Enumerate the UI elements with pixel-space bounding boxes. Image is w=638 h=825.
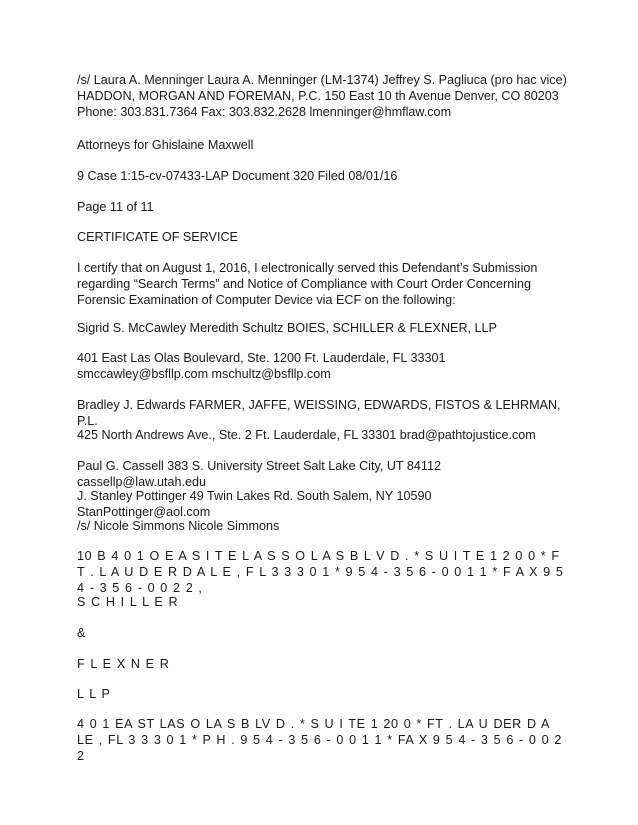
- certification-statement: I certify that on August 1, 2016, I electronically served this Defendant’s Submission regarding “Search Terms” and Notice of Compliance with Court Order Concerning Forensic Examination of Computer Device via ECF on the following:: [77, 261, 538, 307]
- letterhead-footer-2: 4 0 1 EA ST LAS O LA S B LV D . * S U I TE 1 20 0 * FT . LA U DER D A LE , FL 3 3 3 0 1 * P H . 9 5 4 - 3 5 6 - 0 0 1 1 * FA X 9 5 4 - 3 5 6 - 0 0 2 2: [77, 717, 562, 763]
- case-header: 9 Case 1:15-cv-07433-LAP Document 320 Filed 08/01/16: [77, 169, 398, 183]
- letterhead-llp: L L P: [77, 687, 111, 701]
- service-recipient-pottinger: J. Stanley Pottinger 49 Twin Lakes Rd. South Salem, NY 10590 StanPottinger@aol.com: [77, 489, 432, 519]
- service-recipient-edwards: Bradley J. Edwards FARMER, JAFFE, WEISSING, EDWARDS, FISTOS & LEHRMAN, P.L.: [77, 398, 561, 428]
- certificate-heading: CERTIFICATE OF SERVICE: [77, 230, 238, 244]
- letterhead-flexner: F L E X N E R: [77, 657, 170, 671]
- service-recipient-mccawley-schultz: Sigrid S. McCawley Meredith Schultz BOIES, SCHILLER & FLEXNER, LLP: [77, 321, 497, 335]
- letterhead-ampersand: &: [77, 626, 86, 640]
- service-address-bsf: 401 East Las Olas Boulevard, Ste. 1200 Ft. Lauderdale, FL 33301 smccawley@bsfllp.com mschultz@bsfllp.com: [77, 351, 446, 381]
- attorneys-for-line: Attorneys for Ghislaine Maxwell: [77, 138, 254, 152]
- service-recipient-cassell: Paul G. Cassell 383 S. University Street Salt Lake City, UT 84112 cassellp@law.utah.edu: [77, 459, 441, 489]
- letterhead-schiller: S C H I L L E R: [77, 595, 179, 609]
- page-number: Page 11 of 11: [77, 200, 154, 214]
- letterhead-footer-1: 10 B 4 0 1 O E A S I T E L A S S O L A S B L V D . * S U I T E 1 2 0 0 * F T . L A U D E R D A L E , F L 3 3 3 0 1 * 9 5 4 - 3 5 6 - 0 0 1 1 * F A X 9 5 4 - 3 5 6 - 0 0 2 2 ,: [77, 549, 564, 595]
- signature-nicole-simmons: /s/ Nicole Simmons Nicole Simmons: [77, 519, 280, 533]
- service-address-farmer-jaffe: 425 North Andrews Ave., Ste. 2 Ft. Lauderdale, FL 33301 brad@pathtojustice.com: [77, 428, 536, 442]
- signature-block-defendant-counsel: /s/ Laura A. Menninger Laura A. Menninger (LM-1374) Jeffrey S. Pagliuca (pro hac vice) HADDON, MORGAN AND FOREMAN, P.C. 150 East 10 th Avenue Denver, CO 80203 Phone: 303.831.7364 Fax: 303.832.2628 lmenninger@hmflaw.com: [77, 73, 567, 119]
